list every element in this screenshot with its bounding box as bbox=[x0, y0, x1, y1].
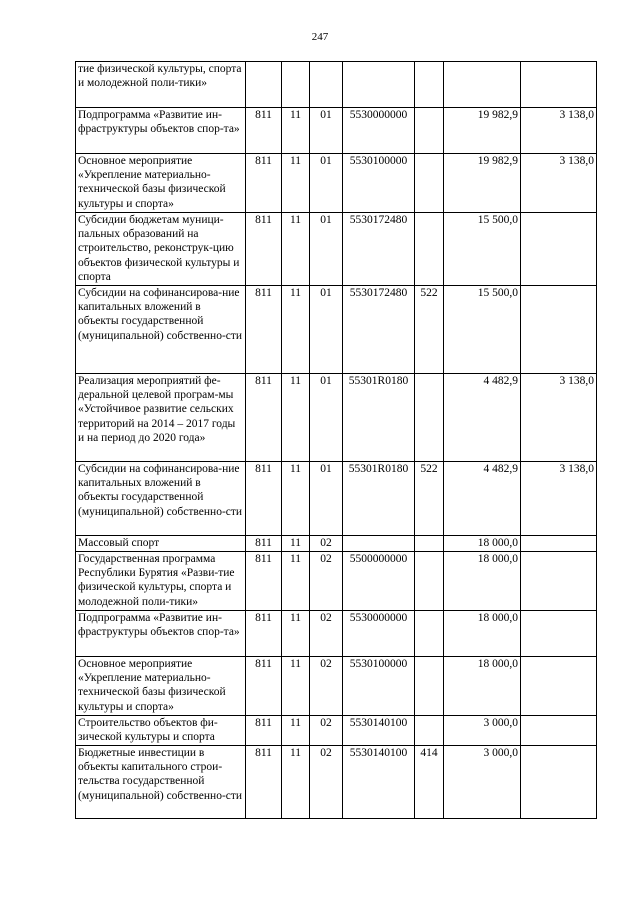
row-sum-2 bbox=[521, 536, 597, 552]
row-csr: 5530100000 bbox=[343, 657, 415, 716]
row-name: Реализация мероприятий фе-деральной целевой програм-мы «Устойчивое развитие сельских территорий на 2014 – 2017 годы и на период до 2020 года» bbox=[76, 374, 246, 462]
row-csr: 55301R0180 bbox=[343, 374, 415, 462]
row-rz: 11 bbox=[282, 286, 310, 374]
row-sum-2: 3 138,0 bbox=[521, 462, 597, 536]
row-sum-1: 19 982,9 bbox=[444, 108, 521, 154]
budget-table bbox=[75, 61, 597, 819]
row-pr: 02 bbox=[310, 746, 343, 819]
row-name: тие физической культуры, спорта и молодежной поли-тики» bbox=[76, 62, 246, 108]
row-pr: 02 bbox=[310, 536, 343, 552]
row-ved: 811 bbox=[246, 213, 282, 286]
row-pr bbox=[310, 62, 343, 108]
row-name: Строительство объектов фи-зической культуры и спорта bbox=[76, 716, 246, 746]
row-vr: 522 bbox=[415, 462, 444, 536]
row-name: Подпрограмма «Развитие ин-фраструктуры объектов спор-та» bbox=[76, 611, 246, 657]
page-number: 247 bbox=[311, 31, 329, 43]
row-sum-1: 15 500,0 bbox=[444, 213, 521, 286]
row-pr: 02 bbox=[310, 657, 343, 716]
row-vr bbox=[415, 552, 444, 611]
row-name: Подпрограмма «Развитие ин-фраструктуры объектов спор-та» bbox=[76, 108, 246, 154]
row-ved: 811 bbox=[246, 462, 282, 536]
row-sum-2 bbox=[521, 213, 597, 286]
row-sum-1: 4 482,9 bbox=[444, 462, 521, 536]
row-vr: 414 bbox=[415, 746, 444, 819]
row-ved bbox=[246, 62, 282, 108]
row-name: Массовый спорт bbox=[76, 536, 246, 552]
row-csr: 5500000000 bbox=[343, 552, 415, 611]
table-row bbox=[76, 716, 597, 746]
table-row bbox=[76, 462, 597, 536]
table-row bbox=[76, 62, 597, 108]
row-sum-1: 3 000,0 bbox=[444, 746, 521, 819]
row-vr bbox=[415, 536, 444, 552]
row-ved: 811 bbox=[246, 716, 282, 746]
row-ved: 811 bbox=[246, 108, 282, 154]
row-sum-2 bbox=[521, 746, 597, 819]
row-rz: 11 bbox=[282, 552, 310, 611]
table-row bbox=[76, 213, 597, 286]
row-sum-1 bbox=[444, 62, 521, 108]
table-row bbox=[76, 552, 597, 611]
row-ved: 811 bbox=[246, 154, 282, 213]
row-vr bbox=[415, 657, 444, 716]
row-sum-2 bbox=[521, 286, 597, 374]
row-pr: 02 bbox=[310, 552, 343, 611]
row-name: Государственная программа Республики Бурятия «Разви-тие физической культуры, спорта и молодежной поли-тики» bbox=[76, 552, 246, 611]
row-sum-2 bbox=[521, 62, 597, 108]
table-body bbox=[76, 62, 597, 819]
row-ved: 811 bbox=[246, 286, 282, 374]
row-rz: 11 bbox=[282, 374, 310, 462]
row-name: Основное мероприятие «Укрепление материально-технической базы физической культуры и спорта» bbox=[76, 154, 246, 213]
row-sum-1: 19 982,9 bbox=[444, 154, 521, 213]
row-name: Основное мероприятие «Укрепление материально-технической базы физической культуры и спорта» bbox=[76, 657, 246, 716]
row-sum-2 bbox=[521, 657, 597, 716]
row-vr bbox=[415, 213, 444, 286]
row-rz: 11 bbox=[282, 716, 310, 746]
row-sum-2 bbox=[521, 716, 597, 746]
row-rz bbox=[282, 62, 310, 108]
row-rz: 11 bbox=[282, 657, 310, 716]
row-sum-1: 18 000,0 bbox=[444, 611, 521, 657]
row-ved: 811 bbox=[246, 536, 282, 552]
row-vr: 522 bbox=[415, 286, 444, 374]
row-name: Субсидии на софинансирова-ние капитальных вложений в объекты государственной (муниципальной) собственно-сти bbox=[76, 286, 246, 374]
row-pr: 02 bbox=[310, 611, 343, 657]
row-sum-1: 18 000,0 bbox=[444, 552, 521, 611]
table-row bbox=[76, 154, 597, 213]
row-ved: 811 bbox=[246, 611, 282, 657]
row-name: Субсидии на софинансирова-ние капитальных вложений в объекты государственной (муниципальной) собственно-сти bbox=[76, 462, 246, 536]
row-csr: 5530100000 bbox=[343, 154, 415, 213]
row-csr: 5530172480 bbox=[343, 213, 415, 286]
row-sum-1: 4 482,9 bbox=[444, 374, 521, 462]
row-ved: 811 bbox=[246, 746, 282, 819]
row-csr bbox=[343, 62, 415, 108]
row-rz: 11 bbox=[282, 746, 310, 819]
row-pr: 01 bbox=[310, 374, 343, 462]
row-ved: 811 bbox=[246, 374, 282, 462]
row-csr: 5530000000 bbox=[343, 611, 415, 657]
table-row bbox=[76, 374, 597, 462]
row-sum-1: 18 000,0 bbox=[444, 536, 521, 552]
table-row bbox=[76, 657, 597, 716]
row-vr bbox=[415, 611, 444, 657]
table-row bbox=[76, 286, 597, 374]
row-csr: 5530000000 bbox=[343, 108, 415, 154]
row-sum-2 bbox=[521, 611, 597, 657]
row-csr bbox=[343, 536, 415, 552]
row-pr: 01 bbox=[310, 286, 343, 374]
row-sum-2 bbox=[521, 552, 597, 611]
row-vr bbox=[415, 374, 444, 462]
row-ved: 811 bbox=[246, 552, 282, 611]
row-pr: 01 bbox=[310, 213, 343, 286]
row-csr: 55301R0180 bbox=[343, 462, 415, 536]
row-vr bbox=[415, 62, 444, 108]
row-rz: 11 bbox=[282, 536, 310, 552]
row-rz: 11 bbox=[282, 154, 310, 213]
row-sum-2: 3 138,0 bbox=[521, 108, 597, 154]
row-rz: 11 bbox=[282, 611, 310, 657]
row-vr bbox=[415, 154, 444, 213]
row-pr: 01 bbox=[310, 154, 343, 213]
table-row bbox=[76, 108, 597, 154]
row-pr: 01 bbox=[310, 108, 343, 154]
row-rz: 11 bbox=[282, 108, 310, 154]
row-sum-1: 3 000,0 bbox=[444, 716, 521, 746]
table-row bbox=[76, 536, 597, 552]
row-sum-2: 3 138,0 bbox=[521, 154, 597, 213]
row-sum-1: 18 000,0 bbox=[444, 657, 521, 716]
row-csr: 5530140100 bbox=[343, 746, 415, 819]
row-name: Субсидии бюджетам муници-пальных образований на строительство, реконструк-цию объектов физической культуры и спорта bbox=[76, 213, 246, 286]
row-pr: 01 bbox=[310, 462, 343, 536]
table-row bbox=[76, 611, 597, 657]
row-sum-2: 3 138,0 bbox=[521, 374, 597, 462]
row-name: Бюджетные инвестиции в объекты капитального строи-тельства государственной (муниципальной) собственно-сти bbox=[76, 746, 246, 819]
row-csr: 5530140100 bbox=[343, 716, 415, 746]
row-rz: 11 bbox=[282, 213, 310, 286]
table-row bbox=[76, 746, 597, 819]
row-pr: 02 bbox=[310, 716, 343, 746]
row-vr bbox=[415, 108, 444, 154]
row-ved: 811 bbox=[246, 657, 282, 716]
row-sum-1: 15 500,0 bbox=[444, 286, 521, 374]
row-csr: 5530172480 bbox=[343, 286, 415, 374]
row-rz: 11 bbox=[282, 462, 310, 536]
row-vr bbox=[415, 716, 444, 746]
